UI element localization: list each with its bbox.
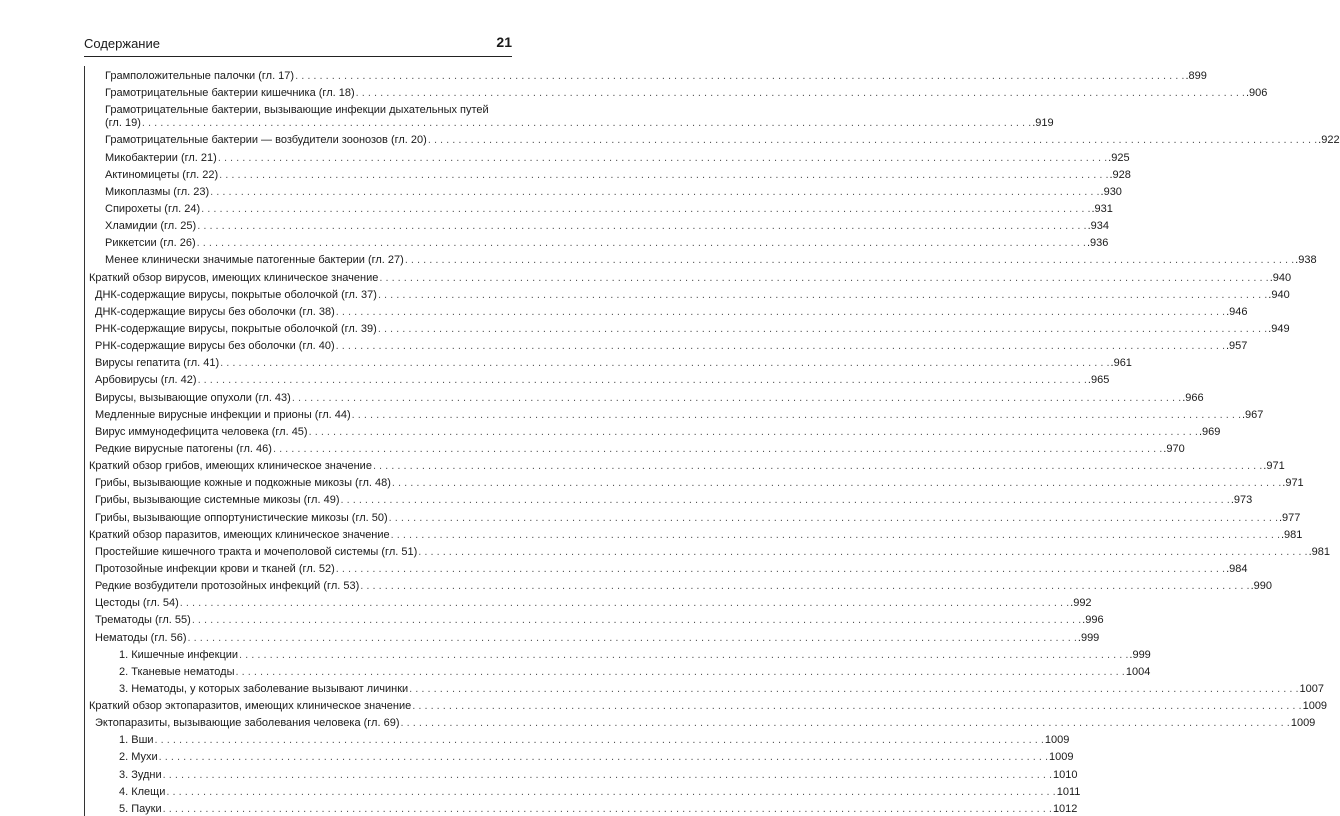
leader-dots <box>219 169 1108 182</box>
toc-entry-page: .931 <box>1091 202 1113 215</box>
toc-entry-title: Спирохеты (гл. 24) <box>105 202 201 215</box>
toc-entry-title: 3. Зудни <box>119 768 162 781</box>
toc-entry-page: .971 <box>1282 477 1304 490</box>
leader-dots <box>292 392 1181 405</box>
toc-entry-title: РНК-содержащие вирусы без оболочки (гл. 40) <box>95 340 335 353</box>
toc-entry-page: 1009 <box>1302 700 1328 713</box>
toc-entry[interactable] <box>85 679 1324 696</box>
toc-entry-title: Грибы, вызывающие оппортунистические микозы (гл. 50) <box>95 511 388 524</box>
toc-entry[interactable] <box>85 147 1130 164</box>
leader-dots <box>210 186 1099 199</box>
toc-entry-title: Протозойные инфекции крови и тканей (гл. 52) <box>95 562 335 575</box>
toc-entry-page: .899 <box>1185 70 1207 83</box>
toc-entry[interactable] <box>85 233 1109 250</box>
leader-dots <box>236 666 1125 679</box>
toc-entry-page: .906 <box>1245 87 1268 100</box>
leader-dots <box>197 237 1086 250</box>
toc-entry-page: 1010 <box>1053 768 1078 781</box>
leader-dots <box>220 357 1109 370</box>
toc-entry[interactable] <box>85 525 1303 542</box>
toc-entry-title: Краткий обзор вирусов, имеющих клиническое значение <box>89 271 379 284</box>
toc-entry[interactable] <box>85 285 1290 302</box>
toc-entry-page: .996 <box>1082 614 1104 627</box>
leader-dots <box>360 580 1249 593</box>
toc-entry-title: РНК-содержащие вирусы, покрытые оболочкой (гл. 39) <box>95 322 377 335</box>
toc-entry[interactable] <box>85 405 1264 422</box>
toc-entry-title: Грамположительные палочки (гл. 17) <box>105 70 295 83</box>
leader-dots <box>295 70 1184 83</box>
running-header <box>84 34 512 57</box>
toc-entry-title: 4. Клещи <box>119 785 166 798</box>
toc-entry[interactable] <box>85 130 1340 147</box>
toc-entry[interactable] <box>85 730 1070 747</box>
toc-entry-page: .919 <box>1032 117 1054 130</box>
leader-dots <box>273 443 1162 456</box>
toc-entry-title-cont: (гл. 19) <box>105 117 141 130</box>
toc-entry[interactable] <box>85 764 1078 781</box>
toc-entry-title: 1. Кишечные инфекции <box>119 648 239 661</box>
toc-entry-title: Краткий обзор паразитов, имеющих клиническое значение <box>89 528 390 541</box>
toc-entry[interactable] <box>85 507 1301 524</box>
toc-entry-page: .981 <box>1308 545 1331 558</box>
toc-entry-title: Медленные вирусные инфекции и прионы (гл. 44) <box>95 408 351 421</box>
page-number: 21 <box>496 34 512 50</box>
toc-entry-title: Менее клинически значимые патогенные бактерии (гл. 27) <box>105 254 404 267</box>
toc-entry-title: 5. Пауки <box>119 802 162 815</box>
leader-dots <box>373 460 1262 473</box>
toc-entry-title: ДНК-содержащие вирусы без оболочки (гл. 38) <box>95 305 335 318</box>
toc-entry[interactable] <box>85 747 1074 764</box>
leader-dots <box>379 272 1268 285</box>
leader-dots <box>239 649 1128 662</box>
leader-dots <box>378 289 1267 302</box>
toc-entry-title: Микоплазмы (гл. 23) <box>105 185 210 198</box>
leader-dots <box>192 614 1081 627</box>
toc-entry-page: .999 <box>1077 631 1100 644</box>
toc-entry-title: Грамотрицательные бактерии кишечника (гл. 18) <box>105 87 355 100</box>
leader-dots <box>340 494 1229 507</box>
toc-entry-page: 1011 <box>1056 785 1081 798</box>
toc-entry-title: Нематоды (гл. 56) <box>95 631 187 644</box>
toc-entry[interactable] <box>85 353 1132 370</box>
leader-dots <box>159 751 1048 764</box>
toc-entry-page: .981 <box>1281 528 1303 541</box>
toc-entry[interactable] <box>85 199 1113 216</box>
toc-entry-title: Простейшие кишечного тракта и мочеполовой системы (гл. 51) <box>95 545 418 558</box>
toc-entry[interactable] <box>85 250 1317 267</box>
leader-dots <box>188 632 1077 645</box>
toc-entry-title: Цестоды (гл. 54) <box>95 597 179 610</box>
toc-entry[interactable] <box>85 696 1328 713</box>
toc-entry-title: Краткий обзор грибов, имеющих клиническое значение <box>89 460 372 473</box>
toc-entry-page: .971 <box>1263 460 1285 473</box>
toc-entry-title: Грибы, вызывающие системные микозы (гл. 49) <box>95 494 340 507</box>
toc-entry[interactable] <box>85 100 1054 130</box>
toc-entry-page: .969 <box>1198 425 1221 438</box>
toc-entry[interactable] <box>85 165 1131 182</box>
toc-entry[interactable] <box>85 473 1304 490</box>
leader-dots <box>166 786 1055 799</box>
toc-entry-page: .936 <box>1086 237 1109 250</box>
toc-entry-page: 1004 <box>1125 665 1151 678</box>
leader-dots <box>336 563 1225 576</box>
toc-entry[interactable] <box>85 627 1100 644</box>
leader-dots <box>163 803 1052 816</box>
leader-dots <box>400 717 1289 730</box>
toc-entry[interactable] <box>85 576 1273 593</box>
toc-entry-title: Вирусы, вызывающие опухоли (гл. 43) <box>95 391 291 404</box>
toc-entry-page: .940 <box>1269 271 1292 284</box>
toc-entry[interactable] <box>85 370 1110 387</box>
leader-dots <box>336 340 1225 353</box>
leader-dots <box>336 306 1225 319</box>
toc-entry-title: Краткий обзор эктопаразитов, имеющих клиническое значение <box>89 700 412 713</box>
toc-entry[interactable] <box>85 336 1248 353</box>
toc-entry-page: .970 <box>1163 442 1185 455</box>
leader-dots <box>218 152 1107 165</box>
toc-entry[interactable] <box>85 713 1316 730</box>
leader-dots <box>389 512 1278 525</box>
toc-entry[interactable] <box>85 799 1078 816</box>
leader-dots <box>391 529 1280 542</box>
toc-entry[interactable] <box>85 610 1104 627</box>
leader-dots <box>201 203 1090 216</box>
toc-entry-page: .949 <box>1268 322 1290 335</box>
toc-entry-title: Эктопаразиты, вызывающие заболевания человека (гл. 69) <box>95 717 400 730</box>
leader-dots <box>412 700 1301 713</box>
toc-entry-title: 2. Тканевые нематоды <box>119 665 235 678</box>
toc-entry-title: Редкие вирусные патогены (гл. 46) <box>95 442 272 455</box>
toc-entry[interactable] <box>85 422 1221 439</box>
toc-entry-title: Грамотрицательные бактерии — возбудители зоонозов (гл. 20) <box>105 134 427 147</box>
toc-entry[interactable] <box>85 593 1092 610</box>
toc-entry[interactable] <box>85 66 1207 83</box>
toc-entry[interactable] <box>85 319 1290 336</box>
leader-dots <box>197 220 1086 233</box>
leader-dots <box>428 134 1317 147</box>
leader-dots <box>155 734 1044 747</box>
toc-entry-title: Трематоды (гл. 55) <box>95 614 191 627</box>
toc-entry-title: Хламидии (гл. 25) <box>105 220 197 233</box>
toc-entry-page: 1009 <box>1049 751 1074 764</box>
toc-entry[interactable] <box>85 456 1285 473</box>
toc-entry[interactable] <box>85 542 1331 559</box>
toc-entry-title: 2. Мухи <box>119 751 158 764</box>
leader-dots <box>163 769 1052 782</box>
leader-dots <box>392 477 1281 490</box>
toc-entry-title: Актиномицеты (гл. 22) <box>105 168 219 181</box>
toc-entry-title: ДНК-содержащие вирусы, покрытые оболочкой (гл. 37) <box>95 288 377 301</box>
toc-entry[interactable] <box>85 662 1151 679</box>
toc-entry[interactable] <box>85 490 1253 507</box>
leader-dots <box>198 374 1087 387</box>
toc-entry-title: Микобактерии (гл. 21) <box>105 151 217 164</box>
toc-entry-page: 1009 <box>1044 734 1070 747</box>
toc-entry-page: .992 <box>1070 597 1092 610</box>
leader-dots <box>352 409 1241 422</box>
table-of-contents <box>84 66 1340 816</box>
toc-entry-page: .990 <box>1250 580 1273 593</box>
toc-entry-page: 1012 <box>1052 802 1078 815</box>
toc-entry-page: .922 <box>1318 134 1340 147</box>
toc-entry-title: Риккетсии (гл. 26) <box>105 237 196 250</box>
toc-entry-page: 1007 <box>1299 682 1324 695</box>
toc-entry[interactable] <box>85 439 1185 456</box>
toc-entry-page: .965 <box>1087 374 1110 387</box>
toc-entry-page: .999 <box>1129 648 1151 661</box>
toc-entry-title: 1. Вши <box>119 734 154 747</box>
toc-entry-title: Вирус иммунодефицита человека (гл. 45) <box>95 425 308 438</box>
toc-entry-title: Редкие возбудители протозойных инфекций (гл. 53) <box>95 580 360 593</box>
toc-entry-page: .967 <box>1242 408 1264 421</box>
header-title: Содержание <box>84 36 160 51</box>
leader-dots <box>405 254 1294 267</box>
toc-entry-title: Грамотрицательные бактерии, вызывающие инфекции дыхательных путей <box>105 104 489 117</box>
toc-entry-page: .984 <box>1226 562 1248 575</box>
toc-entry-page: .973 <box>1230 494 1253 507</box>
leader-dots <box>418 546 1307 559</box>
leader-dots <box>180 597 1069 610</box>
toc-entry-page: .934 <box>1087 220 1109 233</box>
toc-entry-title: 3. Нематоды, у которых заболевание вызывают личинки <box>119 682 409 695</box>
toc-entry-page: .946 <box>1226 305 1248 318</box>
leader-dots <box>409 683 1298 696</box>
toc-entry-page: .925 <box>1108 151 1130 164</box>
toc-entry[interactable] <box>85 216 1109 233</box>
toc-entry-title: Вирусы гепатита (гл. 41) <box>95 357 220 370</box>
toc-entry[interactable] <box>85 387 1204 404</box>
toc-entry-page: .961 <box>1110 357 1132 370</box>
toc-entry-page: .938 <box>1295 254 1317 267</box>
leader-dots <box>309 426 1198 439</box>
toc-entry[interactable] <box>85 559 1248 576</box>
toc-entry-title: Грибы, вызывающие кожные и подкожные микозы (гл. 48) <box>95 477 391 490</box>
toc-entry[interactable] <box>85 83 1268 100</box>
toc-entry-page: .977 <box>1279 511 1301 524</box>
leader-dots <box>378 323 1267 336</box>
leader-dots <box>356 87 1245 100</box>
toc-entry[interactable] <box>85 302 1248 319</box>
toc-entry-page: 1009 <box>1290 717 1316 730</box>
toc-entry-page: .928 <box>1109 168 1131 181</box>
toc-entry[interactable] <box>85 182 1122 199</box>
toc-entry[interactable] <box>85 782 1081 799</box>
toc-entry-page: .957 <box>1226 340 1248 353</box>
toc-entry-page: .940 <box>1268 288 1290 301</box>
toc-entry[interactable] <box>85 645 1151 662</box>
toc-entry-page: .966 <box>1182 391 1204 404</box>
toc-entry-title: Арбовирусы (гл. 42) <box>95 374 197 387</box>
toc-entry-page: .930 <box>1100 185 1122 198</box>
toc-entry[interactable] <box>85 267 1292 284</box>
leader-dots <box>142 117 1031 130</box>
